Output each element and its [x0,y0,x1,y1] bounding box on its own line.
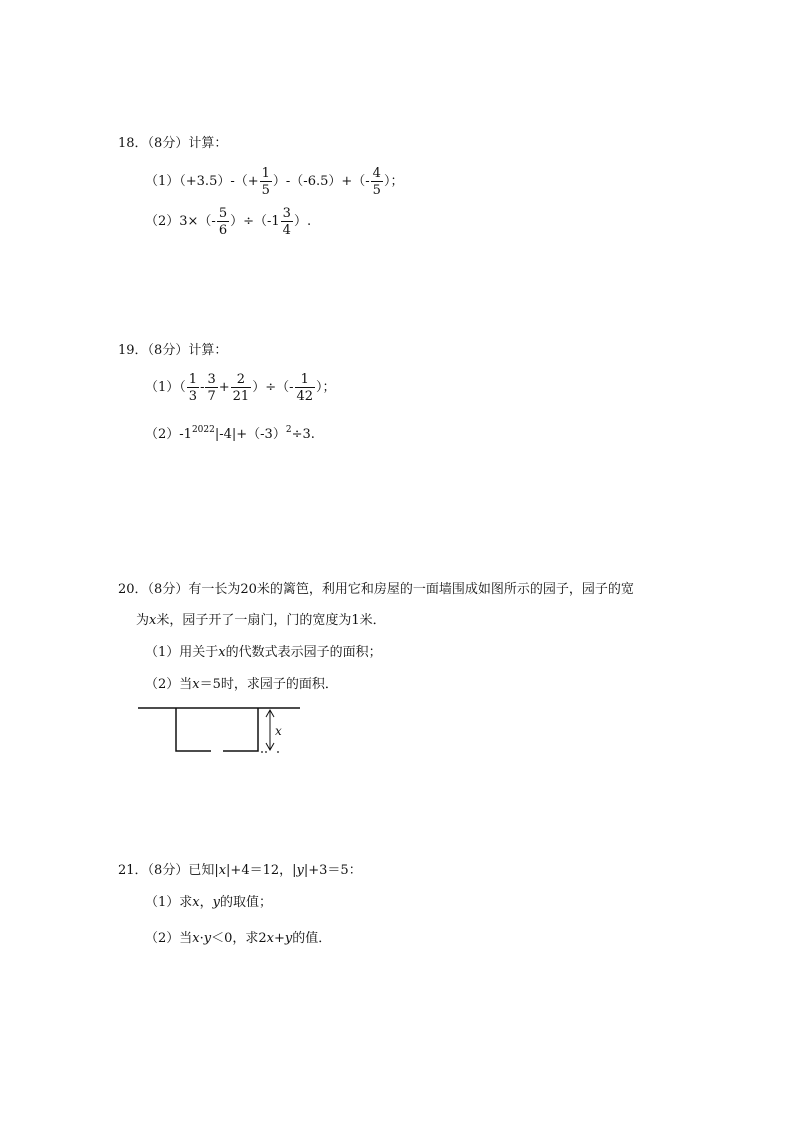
q21-title-a: 21．（8分）已知| [118,863,219,878]
q21-p2-plus: + [274,931,285,946]
q19-p1-frac4: $\frac{1}{42}$ [296,371,314,404]
q18-p2-mid: ）÷（-1 [230,214,280,229]
q21-title-b: |+4＝12，| [226,863,297,878]
q21-p2-x: x [192,931,200,946]
q21-p2-c: 的值． [292,931,332,946]
q18-p2-frac1: $\frac{5}{6}$ [218,205,228,238]
q19-p2-exponent2: 2 [285,425,292,435]
q19-p1-frac3: $\frac{2}{21}$ [232,371,250,404]
dot-1 [261,751,263,753]
q21-p2-y: y [203,931,212,946]
q19-p1-prefix: （1）（ [145,380,186,395]
q18-p1-frac1: $\frac{1}{5}$ [261,165,270,198]
q20-line2-var: x [149,613,157,628]
q18-p2-suffix: ）. [293,214,312,229]
q18-title: 18．（8分）计算： [118,136,228,151]
fence-left [176,708,211,751]
q21-p1-b: 的取值； [220,895,273,910]
q18-p2-frac2: $\frac{3}{4}$ [282,205,291,238]
q19-p2-mid: |-4|+（-3） [214,427,286,442]
dot-3 [277,751,279,753]
q21-p2-y2: y [284,931,293,946]
q20-p2-var: x [192,677,200,692]
q19-p2-prefix: （2）-1 [145,427,192,442]
q20-p2-a: （2）当 [145,677,193,692]
q18-p1-suffix: ）； [383,174,404,189]
q21-p1-a: （1）求 [145,895,193,910]
q18-p2-prefix: （2）3×（- [145,214,216,229]
q21-title-y: y [296,863,304,878]
q21-p2-dot: · [199,931,204,946]
q21-title-x: x [218,863,227,878]
q19-p1-frac2: $\frac{3}{7}$ [207,371,216,404]
q21-p2-x2: x [266,931,275,946]
q21-p2-b: ＜0，求2 [211,931,267,946]
q18-p1-frac2: $\frac{4}{5}$ [372,165,381,198]
q19-p2-exponent: 2022 [191,425,215,435]
q19-p1-op1: - [200,380,205,395]
q18-p1-prefix: （1）（+3.5）-（+ [145,174,259,189]
q19-title: 19．（8分）计算： [118,343,228,358]
q21-p1-sep: ， [199,895,213,910]
q19-p1-frac1: $\frac{1}{3}$ [188,371,198,404]
q19-p1-mid: ）÷（- [252,380,294,395]
q21-p2-a: （2）当 [145,931,193,946]
q21-part1 [145,893,272,913]
q20-line1: 20．（8分）有一长为20米的篱笆，利用它和房屋的一面墙围成如图所示的园子，园子的宽 [118,582,634,597]
q21-title-c: |+3＝5： [303,863,362,878]
q20-line2-a: 为 [136,613,150,628]
q20-p1-a: （1）用关于 [145,645,219,660]
q18-p1-mid: ）-（-6.5）+（- [272,174,370,189]
q20-p1-var: x [218,645,226,660]
q21-p1-y: y [212,895,220,910]
q19-p1-suffix: ）； [316,380,336,395]
figure-label-x: x [275,724,282,738]
q21-p1-x: x [192,895,200,910]
q21-part2 [145,929,331,949]
q20-line2-b: 米，园子开了一扇门，门的宽度为1米． [156,613,386,628]
fence-right [223,708,258,751]
q20-p1-b: 的代数式表示园子的面积； [225,645,382,660]
dot-2 [265,751,267,753]
q19-p2-suffix: ÷3. [291,427,315,442]
q21-title [118,861,362,881]
q19-p1-op2: + [218,380,230,395]
q20-p2-b: ＝5时，求园子的面积． [199,677,338,692]
